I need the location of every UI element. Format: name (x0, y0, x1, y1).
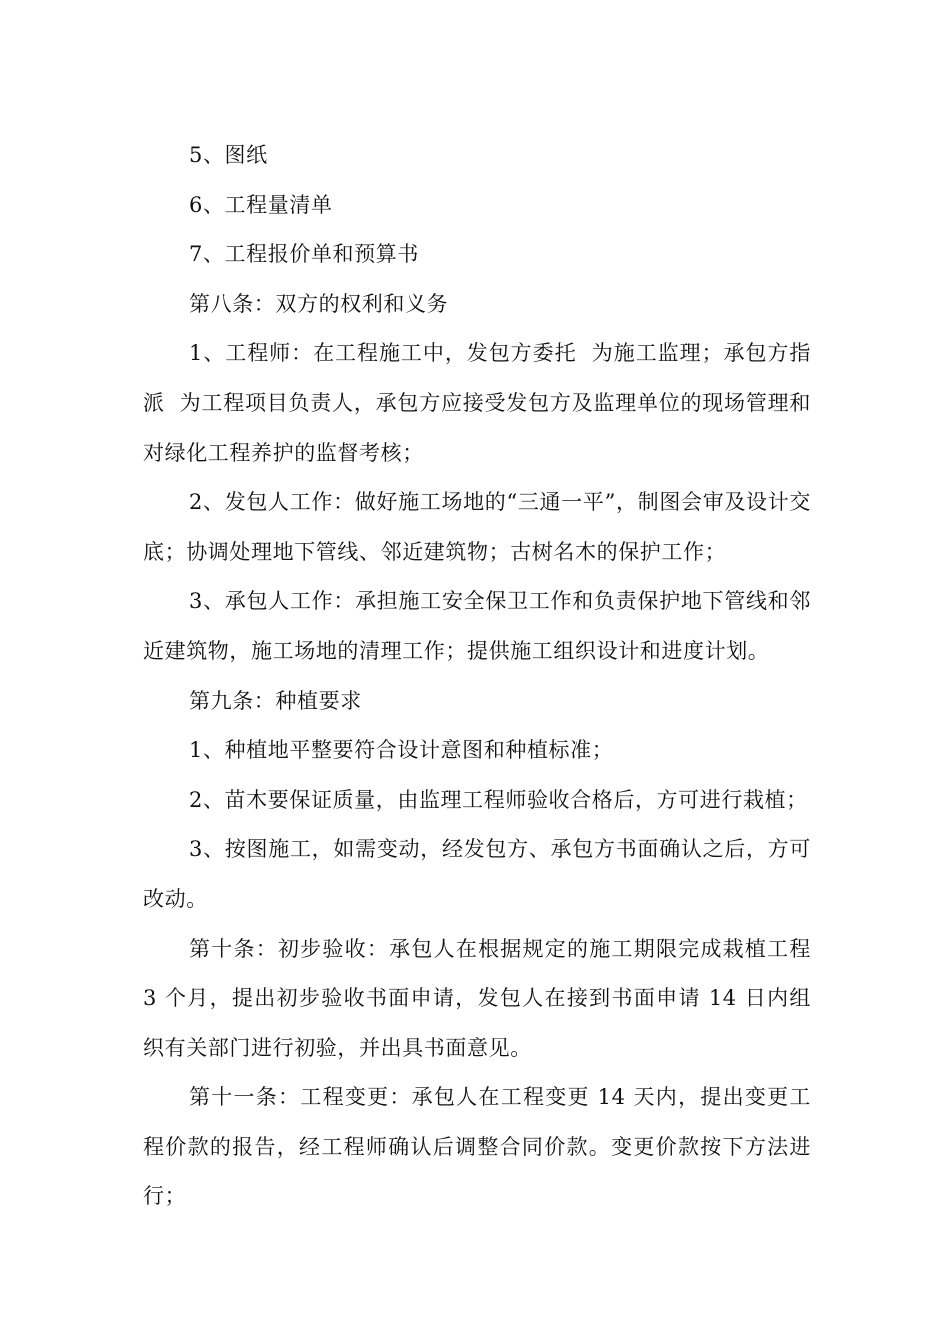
document-body (143, 131, 819, 1222)
article-11-engineering-change: 第十一条：工程变更：承包人在工程变更 14 天内，提出变更工程价款的报告，经工程师确认后调整合同价款。变更价款按下方法进行； (143, 1085, 811, 1209)
list-item-quotation-and-budget: 7、工程报价单和预算书 (189, 242, 419, 267)
article-8-item-employer-work: 2、发包人工作：做好施工场地的“三通一平”，制图会审及设计交底；协调处理地下管线、邻近建筑物；古树名木的保护工作； (143, 490, 811, 564)
article-8-heading: 第八条：双方的权利和义务 (189, 291, 449, 316)
list-item-drawings: 5、图纸 (189, 143, 268, 167)
article-10-preliminary-acceptance: 第十条：初步验收：承包人在根据规定的施工期限完成栽植工程 3 个月，提出初步验收书面申请，发包人在接到书面申请 14 日内组织有关部门进行初验，并出具书面意见。 (143, 936, 819, 1060)
article-9-item-leveling: 1、种植地平整要符合设计意图和种植标准； (189, 738, 614, 763)
article-8-item-engineer: 1、工程师：在工程施工中，发包方委托 为施工监理；承包方指派 为工程项目负责人，承包方应接受发包方及监理单位的现场管理和对绿化工程养护的监督考核； (143, 341, 811, 465)
article-9-heading: 第九条：种植要求 (189, 688, 362, 713)
list-item-bill-of-quantities: 6、工程量清单 (189, 192, 333, 217)
article-8-item-contractor-work: 3、承包人工作：承担施工安全保卫工作和负责保护地下管线和邻近建筑物，施工场地的清理工作；提供施工组织设计和进度计划。 (143, 589, 811, 663)
article-9-item-follow-drawings: 3、按图施工，如需变动，经发包方、承包方书面确认之后，方可改动。 (143, 837, 811, 911)
article-9-item-seedling-quality: 2、苗木要保证质量，由监理工程师验收合格后，方可进行栽植； (189, 787, 808, 812)
